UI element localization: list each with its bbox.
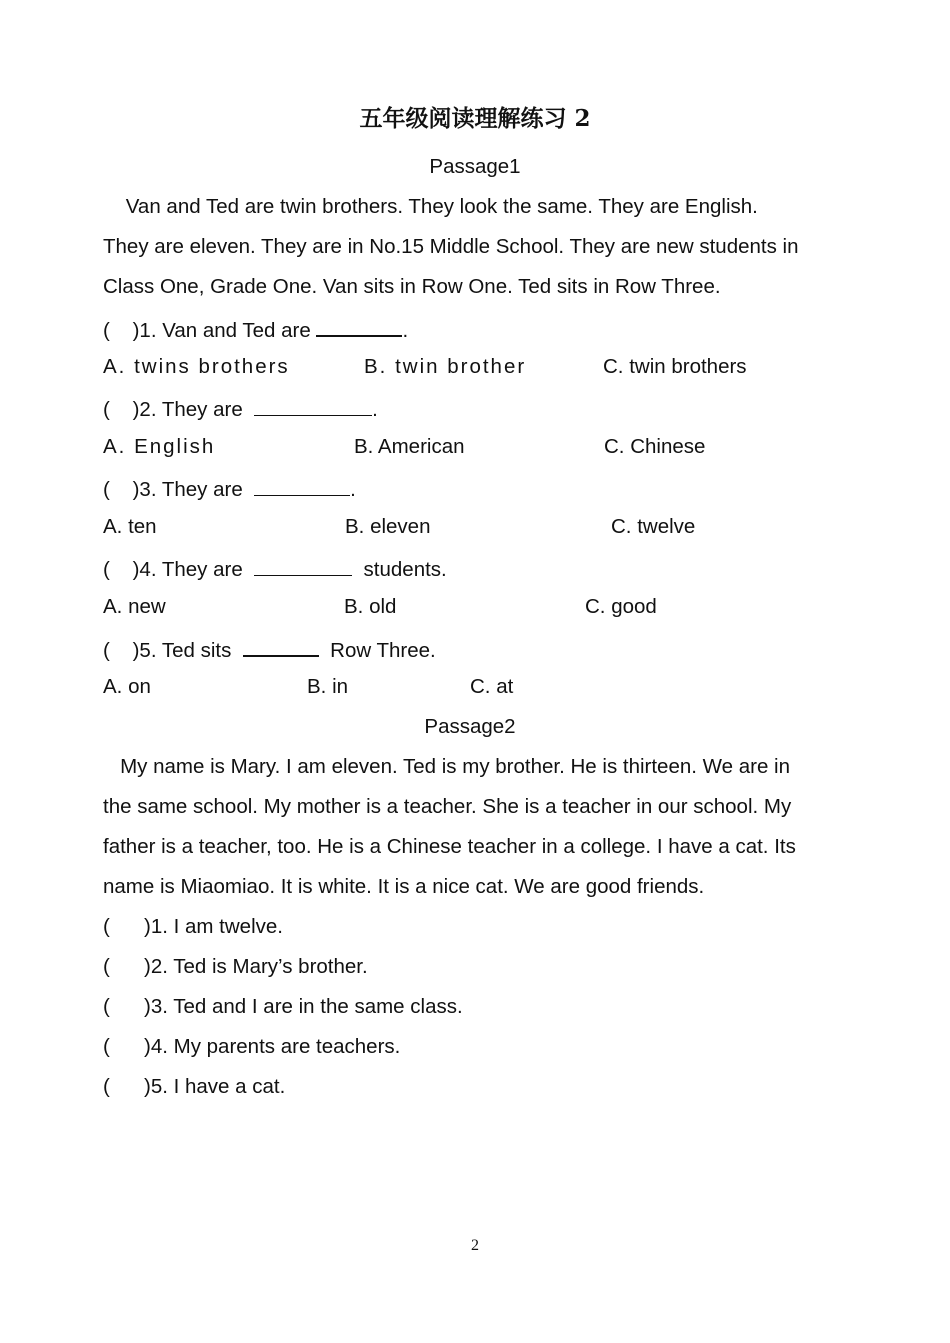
- passage2-line: the same school. My mother is a teacher. She is a teacher in our school. My: [103, 795, 792, 818]
- q3-option-c: C. twelve: [611, 515, 696, 538]
- q4-option-b: B. old: [344, 595, 397, 618]
- q4-option-a: A. new: [103, 595, 166, 618]
- q2-option-c: C. Chinese: [604, 435, 706, 458]
- q5-option-b: B. in: [307, 675, 349, 698]
- page-title: 五年级阅读理解练习 2: [359, 105, 591, 132]
- passage2-line: father is a teacher, too. He is a Chinese teacher in a college. I have a cat. Its: [103, 835, 796, 858]
- passage2-line: name is Miaomiao. It is white. It is a nice cat. We are good friends.: [103, 875, 705, 898]
- q2-option-b: B. American: [354, 435, 465, 458]
- answer-blank-4[interactable]: [254, 555, 352, 576]
- q5-option-a: A. on: [103, 675, 151, 698]
- question-4-suffix: students.: [352, 558, 447, 581]
- question-5-suffix: Row Three.: [318, 639, 436, 662]
- passage1-line: They are eleven. They are in No.15 Middle School. They are new students in: [103, 235, 799, 258]
- q1-option-a: A. twins brothers: [103, 355, 290, 378]
- q3-option-a: A. ten: [103, 515, 157, 538]
- question-5: [103, 635, 436, 663]
- passage1-line: Van and Ted are twin brothers. They look the same. They are English.: [103, 195, 758, 218]
- answer-blank-5[interactable]: [243, 635, 319, 657]
- q5-option-c: C. at: [470, 675, 514, 698]
- question-2: [103, 395, 378, 422]
- question-4: [103, 555, 447, 582]
- passage1-line: Class One, Grade One. Van sits in Row One. Ted sits in Row Three.: [103, 275, 721, 298]
- passage2-line: My name is Mary. I am eleven. Ted is my brother. He is thirteen. We are in: [103, 755, 791, 778]
- statement-3: ( )3. Ted and I are in the same class.: [103, 995, 463, 1018]
- q1-option-c: C. twin brothers: [603, 355, 747, 378]
- question-1: [103, 315, 408, 343]
- question-1-text: ( )1. Van and Ted are: [103, 319, 317, 342]
- q2-option-a: A. English: [103, 435, 216, 458]
- question-1-suffix: .: [402, 319, 409, 342]
- answer-blank-1[interactable]: [316, 315, 402, 337]
- q3-option-b: B. eleven: [345, 515, 431, 538]
- question-2-text: ( )2. They are: [103, 398, 255, 421]
- question-3: [103, 475, 356, 502]
- question-5-text: ( )5. Ted sits: [103, 639, 243, 662]
- q1-option-b: B. twin brother: [364, 355, 527, 378]
- q4-option-c: C. good: [585, 595, 657, 618]
- question-2-suffix: .: [372, 398, 378, 421]
- page-number: 2: [471, 1237, 479, 1254]
- question-3-text: ( )3. They are: [103, 478, 255, 501]
- passage2-heading: Passage2: [424, 715, 516, 738]
- answer-blank-2[interactable]: [254, 395, 372, 416]
- statement-1: ( )1. I am twelve.: [103, 915, 283, 938]
- answer-blank-3[interactable]: [254, 475, 350, 496]
- statement-2: ( )2. Ted is Mary’s brother.: [103, 955, 368, 978]
- passage1-heading: Passage1: [429, 155, 521, 178]
- question-4-text: ( )4. They are: [103, 558, 255, 581]
- statement-4: ( )4. My parents are teachers.: [103, 1035, 401, 1058]
- statement-5: ( )5. I have a cat.: [103, 1075, 286, 1098]
- question-3-suffix: .: [350, 478, 356, 501]
